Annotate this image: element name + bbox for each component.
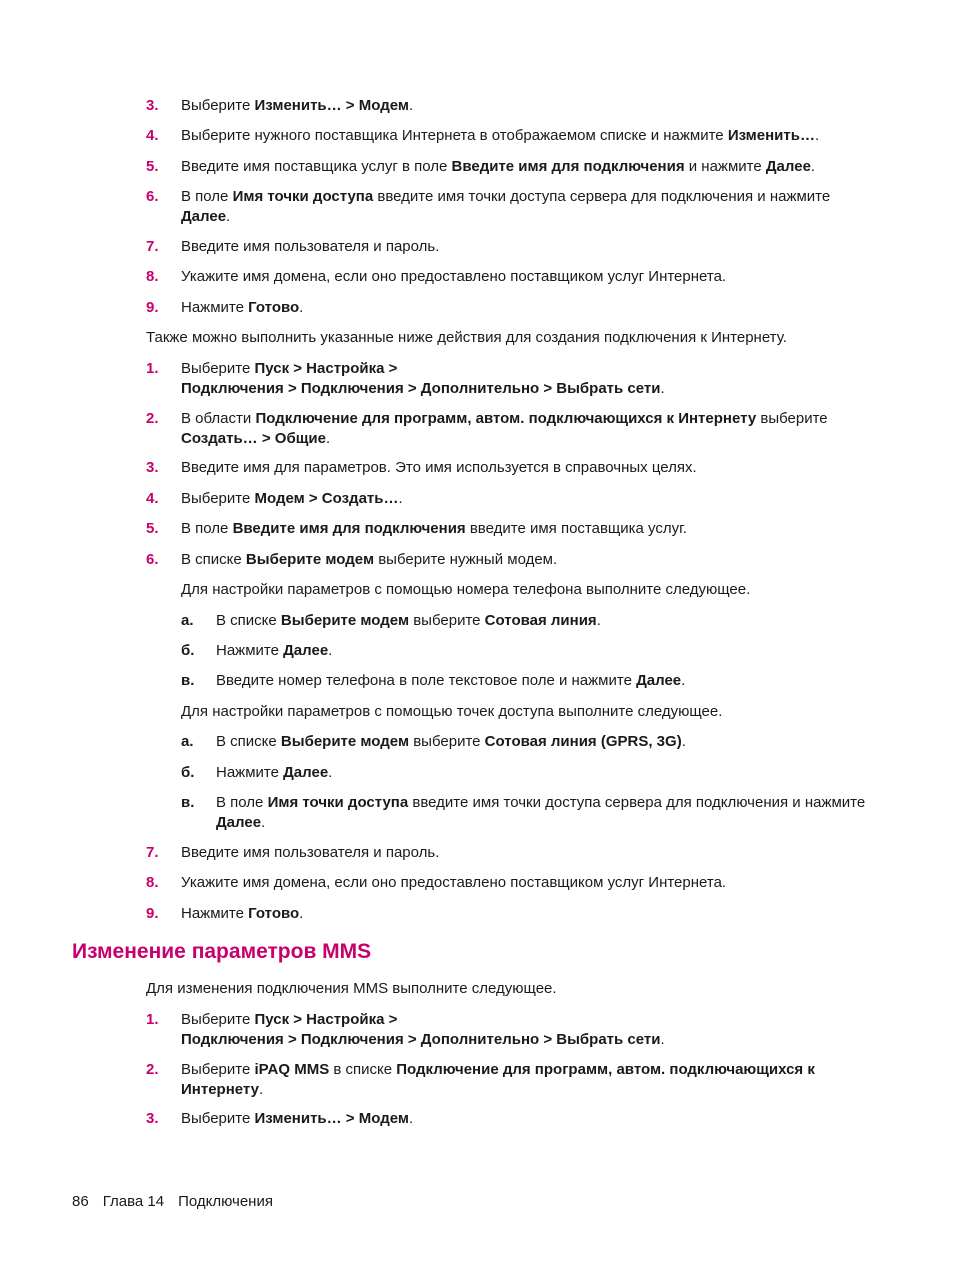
list-item bbox=[146, 359, 881, 398]
item-number: 6. bbox=[146, 188, 159, 205]
phone-paragraph: Для настройки параметров с помощью номера телефона выполните следующее. bbox=[181, 581, 751, 598]
list-item bbox=[146, 1060, 881, 1099]
item-text: Выберите Изменить… > Модем. bbox=[181, 97, 414, 114]
item-text: Введите имя пользователя и пароль. bbox=[181, 844, 440, 861]
item-number: 1. bbox=[146, 360, 159, 377]
item-text: В списке Выберите модем выберите Сотовая линия. bbox=[216, 612, 601, 629]
item-number: 4. bbox=[146, 490, 159, 507]
item-letter: а. bbox=[181, 612, 194, 629]
list-item bbox=[146, 298, 881, 318]
sub-list-item bbox=[181, 611, 881, 631]
item-letter: б. bbox=[181, 642, 195, 659]
mms-paragraph: Для изменения подключения MMS выполните следующее. bbox=[146, 980, 557, 997]
chapter-label: Глава 14 bbox=[102, 1193, 165, 1210]
item-number: 3. bbox=[146, 459, 159, 476]
item-number: 3. bbox=[146, 1110, 159, 1127]
item-text: Нажмите Готово. bbox=[181, 299, 304, 316]
item-text: Введите имя поставщика услуг в поле Введите имя для подключения и нажмите Далее. bbox=[181, 158, 816, 175]
item-text: Введите имя пользователя и пароль. bbox=[181, 238, 440, 255]
access-point-paragraph: Для настройки параметров с помощью точек доступа выполните следующее. bbox=[181, 703, 723, 720]
list-item bbox=[146, 1109, 881, 1129]
intro-paragraph: Также можно выполнить указанные ниже действия для создания подключения к Интернету. bbox=[146, 329, 787, 346]
list-item bbox=[146, 409, 881, 448]
item-text: Выберите iPAQ MMS в списке Подключение для программ, автом. подключающихся к Интернету. bbox=[181, 1061, 815, 1098]
list-item bbox=[146, 904, 881, 924]
list-item bbox=[146, 458, 881, 478]
item-number: 2. bbox=[146, 1061, 159, 1078]
list-item bbox=[146, 1010, 881, 1049]
sub-list-item bbox=[181, 641, 881, 661]
item-number: 9. bbox=[146, 299, 159, 316]
item-text: Укажите имя домена, если оно предоставлено поставщиком услуг Интернета. bbox=[181, 268, 727, 285]
list-item bbox=[146, 267, 881, 287]
item-letter: в. bbox=[181, 672, 195, 689]
item-number: 2. bbox=[146, 410, 159, 427]
sub-list-item bbox=[181, 732, 881, 752]
item-text: Укажите имя домена, если оно предоставлено поставщиком услуг Интернета. bbox=[181, 874, 727, 891]
item-text: Выберите Модем > Создать…. bbox=[181, 490, 403, 507]
item-text: Выберите Пуск > Настройка > Подключения > Подключения > Дополнительно > Выбрать сети. bbox=[181, 1011, 665, 1048]
item-text: Нажмите Далее. bbox=[216, 642, 333, 659]
section-heading: Изменение параметров MMS bbox=[72, 940, 372, 963]
item-number: 6. bbox=[146, 551, 159, 568]
page-footer bbox=[72, 1193, 287, 1210]
sub-list-item bbox=[181, 793, 881, 832]
item-text: Выберите Изменить… > Модем. bbox=[181, 1110, 414, 1127]
item-text: Выберите нужного поставщика Интернета в отображаемом списке и нажмите Изменить…. bbox=[181, 127, 820, 144]
item-letter: а. bbox=[181, 733, 194, 750]
item-text: Нажмите Далее. bbox=[216, 764, 333, 781]
item-text: В области Подключение для программ, автом. подключающихся к Интернету выберите Создать… > Общие. bbox=[181, 410, 828, 447]
item-text: В списке Выберите модем выберите нужный модем. bbox=[181, 551, 558, 568]
item-number: 8. bbox=[146, 874, 159, 891]
sub-list-item bbox=[181, 763, 881, 783]
item-text: Выберите Пуск > Настройка > Подключения > Подключения > Дополнительно > Выбрать сети. bbox=[181, 360, 665, 397]
item-number: 5. bbox=[146, 520, 159, 537]
list-item bbox=[146, 843, 881, 863]
list-item bbox=[146, 550, 881, 570]
list-item bbox=[146, 237, 881, 257]
item-text: Нажмите Готово. bbox=[181, 905, 304, 922]
list-item bbox=[146, 519, 881, 539]
item-number: 5. bbox=[146, 158, 159, 175]
list-item bbox=[146, 187, 881, 226]
item-number: 4. bbox=[146, 127, 159, 144]
list-item bbox=[146, 489, 881, 509]
item-text: Введите номер телефона в поле текстовое поле и нажмите Далее. bbox=[216, 672, 686, 689]
item-number: 7. bbox=[146, 238, 159, 255]
item-text: В списке Выберите модем выберите Сотовая линия (GPRS, 3G). bbox=[216, 733, 686, 750]
item-letter: в. bbox=[181, 794, 195, 811]
page-number: 86 bbox=[72, 1193, 89, 1210]
item-number: 8. bbox=[146, 268, 159, 285]
chapter-title: Подключения bbox=[178, 1193, 273, 1210]
item-number: 1. bbox=[146, 1011, 159, 1028]
item-text: В поле Введите имя для подключения введите имя поставщика услуг. bbox=[181, 520, 687, 537]
item-text: В поле Имя точки доступа введите имя точки доступа сервера для подключения и нажмите Далее. bbox=[181, 188, 831, 225]
list-item bbox=[146, 96, 881, 116]
item-number: 9. bbox=[146, 905, 159, 922]
item-text: В поле Имя точки доступа введите имя точки доступа сервера для подключения и нажмите Далее. bbox=[216, 794, 866, 831]
list-item bbox=[146, 873, 881, 893]
item-number: 3. bbox=[146, 97, 159, 114]
list-item bbox=[146, 126, 881, 146]
sub-list-item bbox=[181, 671, 881, 691]
item-letter: б. bbox=[181, 764, 195, 781]
item-text: Введите имя для параметров. Это имя используется в справочных целях. bbox=[181, 459, 697, 476]
list-item bbox=[146, 157, 881, 177]
item-number: 7. bbox=[146, 844, 159, 861]
